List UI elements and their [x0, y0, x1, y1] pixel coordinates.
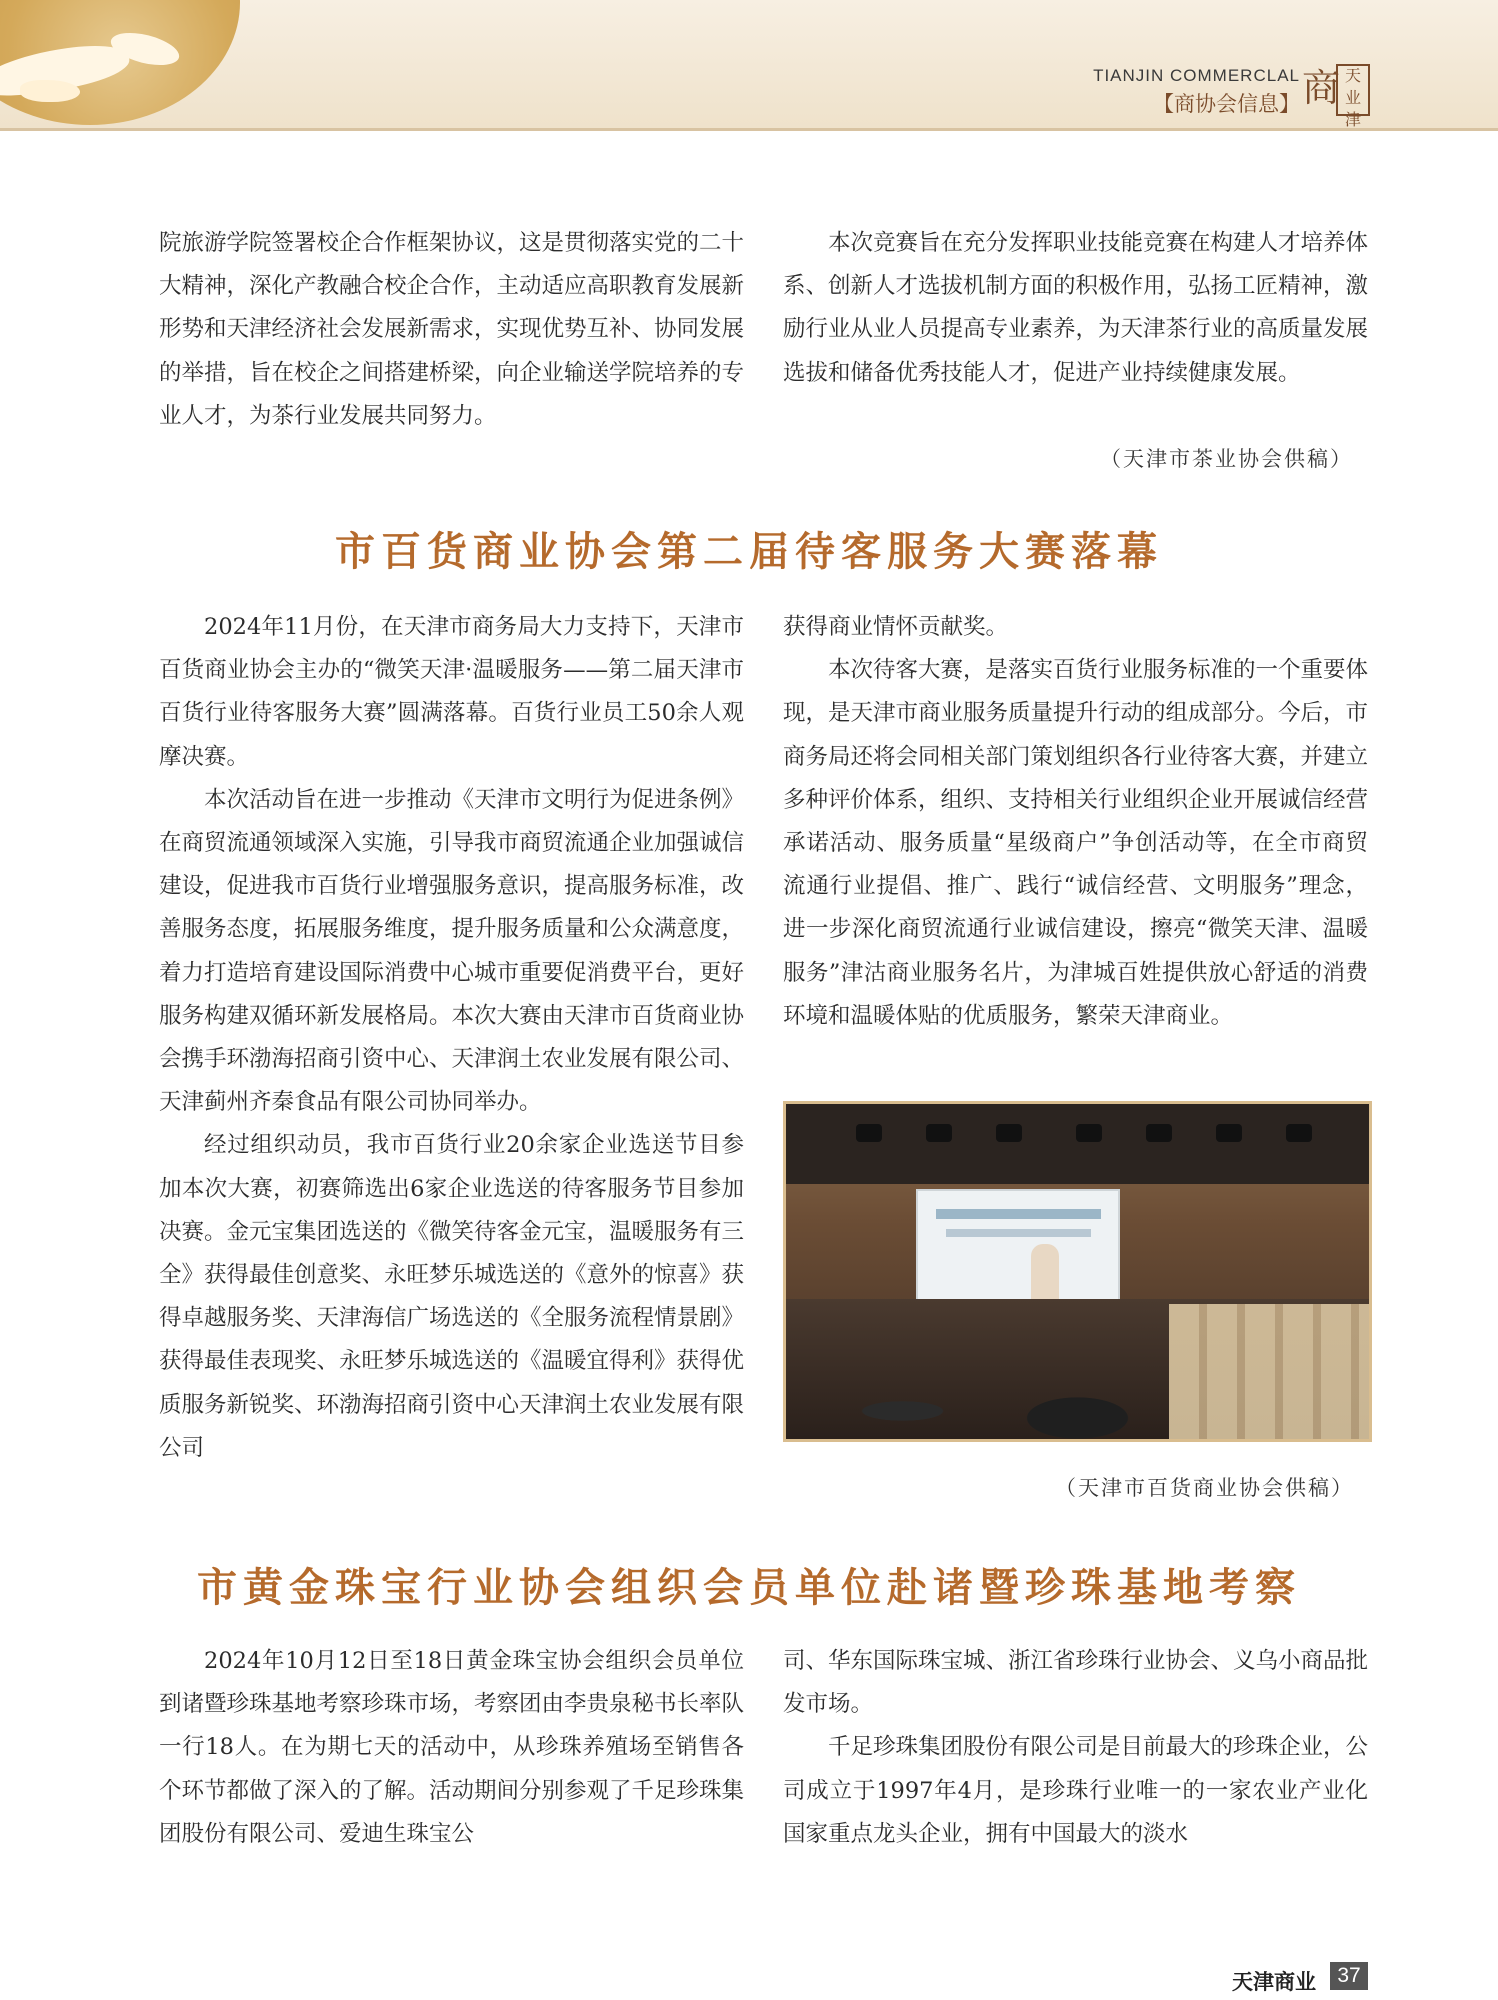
article2-title: 市百货商业协会第二届待客服务大赛落幕: [335, 528, 1163, 575]
article3-left-text: 2024年10月12日至18日黄金珠宝协会组织会员单位到诸暨珍珠基地考察珍珠市场，考察团由李贵泉秘书长率队一行18人。在为期七天的活动中，从珍珠养殖场至销售各个环节都做了深入的了解。活动期间分别参观了千足珍珠集团股份有限公司、爱迪生珠宝公: [159, 1648, 745, 1847]
article1-right-column: [783, 222, 1368, 395]
article2-left-paragraph: 本次活动旨在进一步推动《天津市文明行为促进条例》在商贸流通领域深入实施，引导我市商贸流通企业加强诚信建设，促进我市百货行业增强服务意识，提高服务标准，改善服务态度，拓展服务维度，提升服务质量和公众满意度，着力打造培育建设国际消费中心城市重要促消费平台，更好服务构建双循环新发展格局。本次大赛由天津市百货商业协会携手环渤海招商引资中心、天津润土农业发展有限公司、天津蓟州齐秦食品有限公司协同举办。: [159, 786, 745, 1116]
logo-char: 商: [1302, 66, 1341, 110]
article3-right-paragraph: 千足珍珠集团股份有限公司是目前最大的珍珠企业，公司成立于1997年4月，是珍珠行业唯一的一家农业产业化国家重点龙头企业，拥有中国最大的淡水: [783, 1734, 1369, 1847]
article1-credit: （天津市茶业协会供稿）: [1100, 447, 1353, 471]
footer-magazine-name: 天津商业: [1232, 1971, 1316, 1994]
article3-title: 市黄金珠宝行业协会组织会员单位赴诸暨珍珠基地考察: [197, 1564, 1301, 1611]
article3-right-paragraph: 司、华东国际珠宝城、浙江省珍珠行业协会、义乌小商品批发市场。: [783, 1648, 1369, 1718]
globe-decoration-icon: [0, 0, 240, 125]
article2-right-paragraph: 本次待客大赛，是落实百货行业服务标准的一个重要体现，是天津市商业服务质量提升行动的组成部分。今后，市商务局还将会同相关部门策划组织各行业待客大赛，并建立多种评价体系，组织、支持相关行业组织企业开展诚信经营承诺活动、服务质量“星级商户”争创活动等，在全市商贸流通行业提倡、推广、践行“诚信经营、文明服务”理念，进一步深化商贸流通行业诚信建设，擦亮“微笑天津、温暖服务”津沽商业服务名片，为津城百姓提供放心舒适的消费环境和温暖体贴的优质服务，繁荣天津商业。: [783, 657, 1369, 1029]
article1-left-column: [159, 222, 744, 438]
event-photo: [783, 1101, 1372, 1442]
article1-right-text: 本次竞赛旨在充分发挥职业技能竞赛在构建人才培养体系、创新人才选拔机制方面的积极作用，弘扬工匠精神，激励行业从业人员提高专业素养，为天津茶行业的高质量发展选拔和储备优秀技能人才，促进产业持续健康发展。: [783, 230, 1369, 386]
article2-right-column: [783, 606, 1368, 1038]
article2-left-paragraph: 2024年11月份，在天津市商务局大力支持下，天津市百货商业协会主办的“微笑天津·温暖服务——第二届天津市百货行业待客服务大赛”圆满落幕。百货行业员工50余人观摩决赛。: [159, 614, 744, 770]
article3-left-column: [159, 1640, 744, 1856]
article2-left-paragraph: 经过组织动员，我市百货行业20余家企业选送节目参加本次大赛，初赛筛选出6家企业选送的待客服务节目参加决赛。金元宝集团选送的《微笑待客金元宝，温暖服务有三全》获得最佳创意奖、永旺梦乐城选送的《意外的惊喜》获得卓越服务奖、天津海信广场选送的《全服务流程情景剧》获得最佳表现奖、永旺梦乐城选送的《温暖宜得利》获得优质服务新锐奖、环渤海招商引资中心天津润土农业发展有限公司: [159, 1132, 745, 1461]
article1-left-text: 院旅游学院签署校企合作框架协议，这是贯彻落实党的二十大精神，深化产教融合校企合作，主动适应高职教育发展新形势和天津经济社会发展新需求，实现优势互补、协同发展的举措，旨在校企之间搭建桥梁，向企业输送学院培养的专业人才，为茶行业发展共同努力。: [159, 230, 745, 429]
magazine-logo: [1302, 60, 1368, 129]
section-label: 【商协会信息】: [1153, 93, 1300, 116]
logo-box: 天业津: [1336, 64, 1370, 116]
article3-right-column: [783, 1640, 1368, 1856]
page-number: 37: [1330, 1962, 1368, 1990]
magazine-name-en: TIANJIN COMMERCLAL: [1093, 66, 1300, 85]
article2-credit: （天津市百货商业协会供稿）: [1055, 1476, 1354, 1500]
header-band: [0, 0, 1498, 131]
article2-right-paragraph: 获得商业情怀贡献奖。: [783, 614, 1009, 640]
article2-left-column: [159, 606, 744, 1470]
